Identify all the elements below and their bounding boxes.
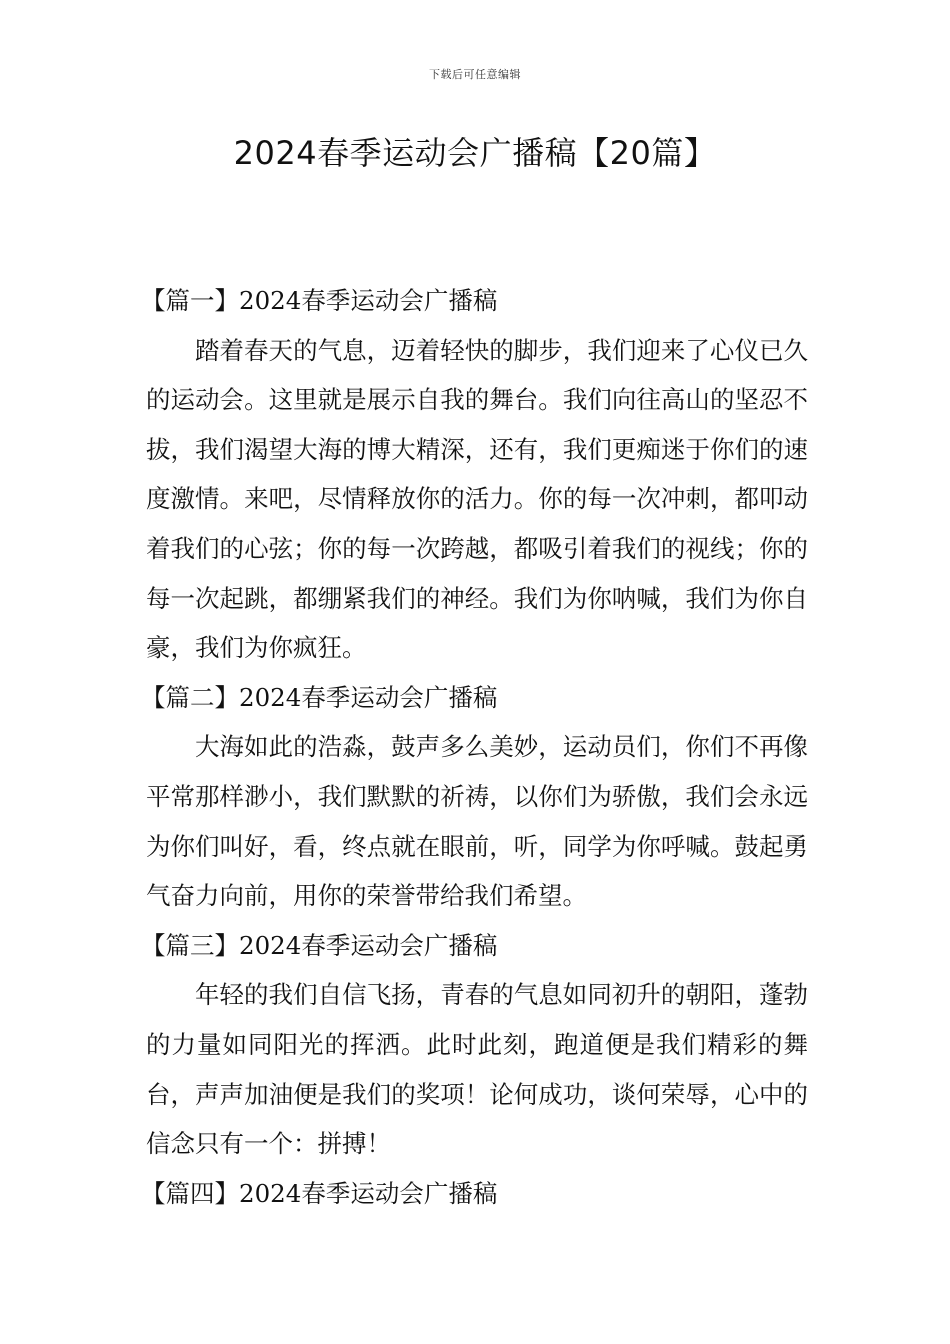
section-3 <box>141 921 808 1169</box>
document-body <box>141 276 808 1218</box>
document-title: 2024春季运动会广播稿【20篇】 <box>233 134 717 172</box>
header-note: 下载后可任意编辑 <box>429 68 521 81</box>
section-2 <box>141 673 808 921</box>
section-heading: 【篇二】2024春季运动会广播稿 <box>141 682 498 712</box>
section-4 <box>141 1169 808 1219</box>
section-1 <box>141 276 808 673</box>
section-paragraph: 踏着春天的气息，迈着轻快的脚步，我们迎来了心仪已久的运动会。这里就是展示自我的舞台。我们向往高山的坚忍不拔，我们渴望大海的博大精深，还有，我们更痴迷于你们的速度激情。来吧，尽情释放你的活力。你的每一次冲刺，都叩动着我们的心弦；你的每一次跨越，都吸引着我们的视线；你的每一次起跳，都绷紧我们的神经。我们为你呐喊，我们为你自豪，我们为你疯狂。 <box>146 335 808 663</box>
section-heading: 【篇四】2024春季运动会广播稿 <box>141 1178 498 1208</box>
section-heading: 【篇三】2024春季运动会广播稿 <box>141 930 498 960</box>
section-heading: 【篇一】2024春季运动会广播稿 <box>141 286 498 315</box>
section-paragraph: 年轻的我们自信飞扬，青春的气息如同初升的朝阳，蓬勃的力量如同阳光的挥洒。此时此刻，跑道便是我们精彩的舞台，声声加油便是我们的奖项！论何成功，谈何荣辱，心中的信念只有一个：拼搏！ <box>146 980 808 1159</box>
section-paragraph: 大海如此的浩淼，鼓声多么美妙，运动员们，你们不再像平常那样渺小，我们默默的祈祷，以你们为骄傲，我们会永远为你们叫好，看，终点就在眼前，听，同学为你呼喊。鼓起勇气奋力向前，用你的荣誉带给我们希望。 <box>146 732 808 911</box>
